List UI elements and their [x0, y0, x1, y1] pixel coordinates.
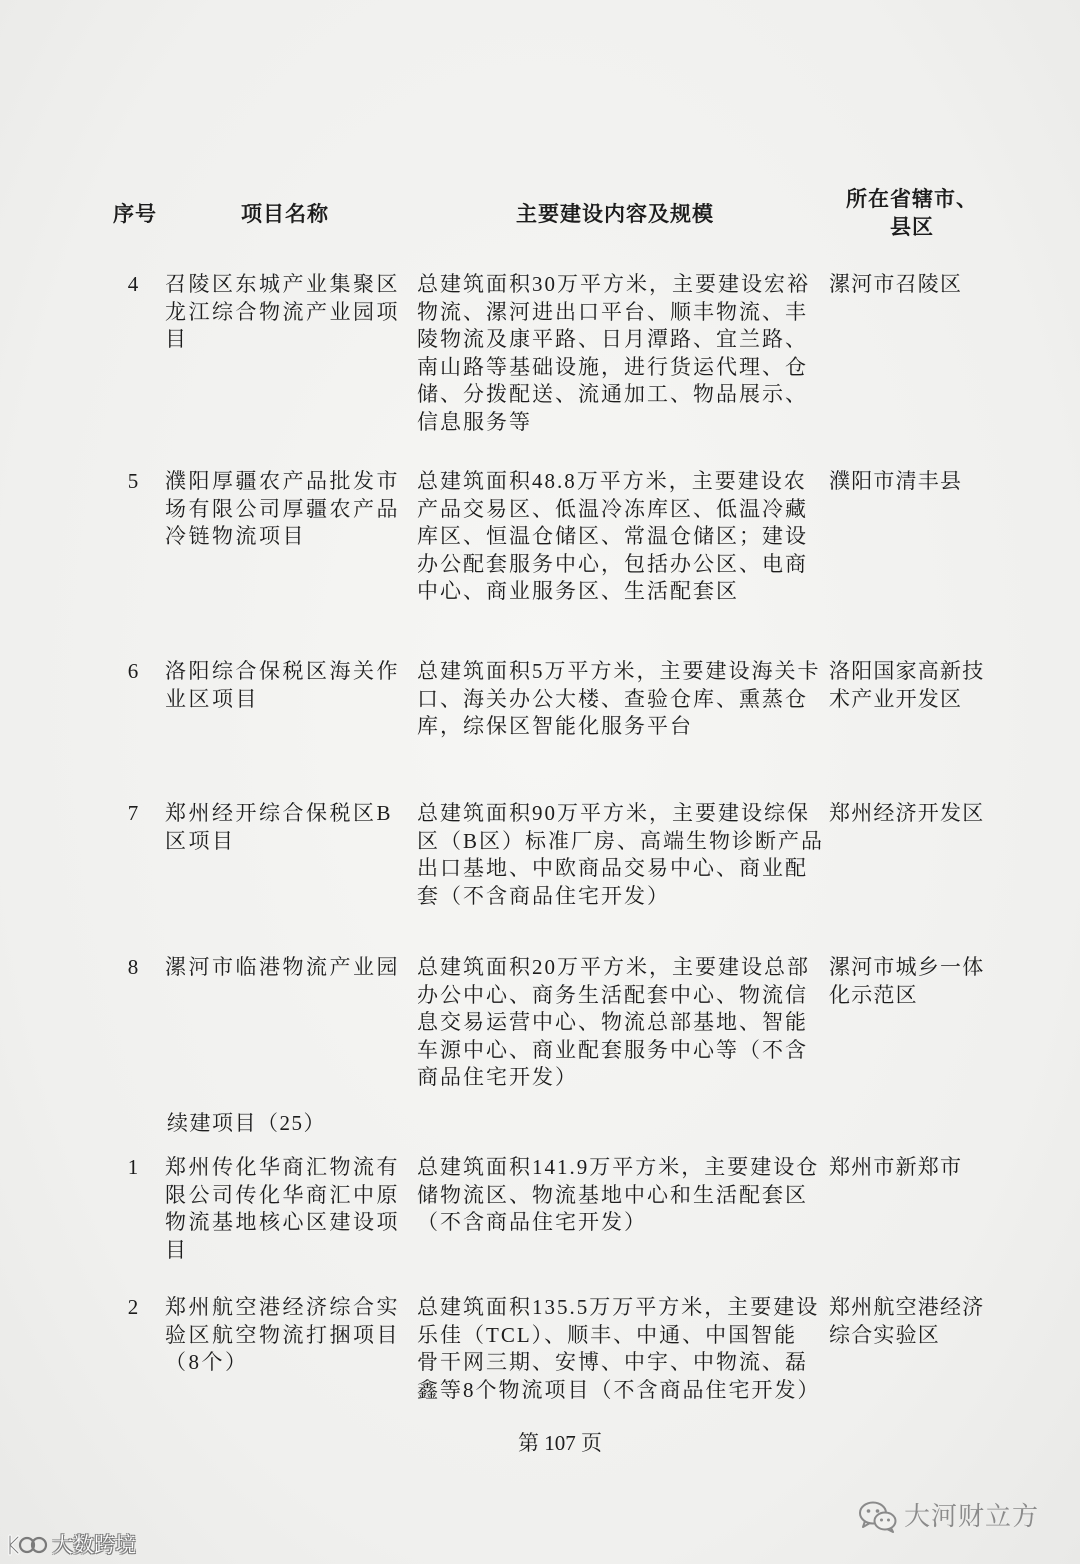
text-line: 库区、恒温仓储区、常温仓储区；建设: [417, 524, 808, 549]
text-line: 区项目: [165, 828, 236, 853]
text-line: 总建筑面积141.9万平方米，主要建设仓: [417, 1155, 820, 1179]
row-number: 8: [127, 955, 139, 979]
project-name: [165, 1294, 410, 1377]
table-row: [0, 1154, 1080, 1262]
text-line: 郑州经济开发区: [829, 801, 985, 825]
row-number: 1: [127, 1155, 139, 1179]
project-name: [165, 271, 410, 354]
watermark-left-text: 大数跨境: [52, 1533, 136, 1557]
text-line: 总建筑面积5万平方米，主要建设海关卡: [417, 659, 821, 683]
text-line: 郑州航空港经济: [829, 1295, 985, 1319]
watermark-right-text: 大河财立方: [904, 1502, 1040, 1532]
text-line: 套（不含商品住宅开发）: [417, 883, 670, 908]
page-number: 第 107 页: [518, 1431, 602, 1455]
text-line: 车源中心、商业配套服务中心等（不含: [417, 1037, 808, 1062]
text-line: 办公配套服务中心，包括办公区、电商: [417, 551, 808, 576]
header-project-name: 项目名称: [241, 203, 329, 226]
table-row: [0, 658, 1080, 739]
text-line: 漯河市临港物流产业园: [165, 955, 400, 979]
construction-content: [417, 954, 822, 1092]
section-label-continued-projects: 续建项目（25）: [167, 1111, 326, 1135]
location: [829, 954, 1004, 1009]
text-line: 产品交易区、低温冷冻库区、低温冷藏: [417, 496, 808, 521]
header-location: [838, 186, 986, 241]
text-line: 物流基地核心区建设项: [165, 1210, 400, 1235]
construction-content: [417, 800, 825, 910]
text-line: 目: [165, 327, 189, 352]
construction-content: [417, 468, 822, 606]
logo-icon: [6, 1532, 48, 1558]
text-line: 储物流区、物流基地中心和生活配套区: [417, 1182, 808, 1207]
location: [829, 271, 1004, 299]
text-line: 洛阳国家高新技: [829, 659, 985, 683]
text-line: 总建筑面积48.8万平方米，主要建设农: [417, 469, 807, 493]
text-line: 储、分拨配送、流通加工、物品展示、: [417, 382, 808, 407]
text-line: 总建筑面积90万平方米，主要建设综保: [417, 801, 810, 825]
text-line: 验区航空物流打捆项目: [165, 1322, 400, 1347]
text-line: 南山路等基础设施，进行货运代理、仓: [417, 354, 808, 379]
text-line: 限公司传化华商汇中原: [165, 1182, 400, 1207]
text-line: （不含商品住宅开发）: [417, 1210, 647, 1235]
watermark-left: [6, 1530, 136, 1560]
text-line: 冷链物流项目: [165, 524, 306, 549]
project-name: [165, 658, 410, 713]
text-line: 化示范区: [829, 982, 918, 1007]
text-line: 洛阳综合保税区海关作: [165, 659, 400, 683]
text-line: 总建筑面积30万平方米，主要建设宏裕: [417, 272, 810, 296]
construction-content: [417, 1154, 822, 1237]
project-name: [165, 954, 410, 982]
text-line: 物流、漯河进出口平台、顺丰物流、丰: [417, 299, 808, 324]
row-number: 2: [127, 1295, 139, 1319]
text-line: 总建筑面积20万平方米，主要建设总部: [417, 955, 810, 979]
text-line: 龙江综合物流产业园项: [165, 299, 400, 324]
header-construction-content: 主要建设内容及规模: [516, 203, 714, 226]
project-name: [165, 1154, 410, 1264]
text-line: 商品住宅开发）: [417, 1065, 578, 1090]
text-line: 郑州航空港经济综合实: [165, 1295, 400, 1319]
text-line: 库，综保区智能化服务平台: [417, 714, 693, 739]
project-name: [165, 468, 410, 551]
text-line: 漯河市召陵区: [829, 272, 963, 296]
construction-content: [417, 1294, 822, 1404]
project-name: [165, 800, 410, 855]
text-line: （8个）: [165, 1350, 249, 1375]
text-line: 出口基地、中欧商品交易中心、商业配: [417, 856, 808, 881]
text-line: 召陵区东城产业集聚区: [165, 272, 400, 296]
text-line: 目: [165, 1237, 189, 1262]
location: [829, 1154, 1004, 1182]
table-row: [0, 954, 1080, 1090]
text-line: 陵物流及康平路、日月潭路、宜兰路、: [417, 327, 808, 352]
location: [829, 1294, 1004, 1349]
text-line: 办公中心、商务生活配套中心、物流信: [417, 982, 808, 1007]
header-number: 序号: [113, 203, 157, 226]
text-line: 濮阳市清丰县: [829, 469, 963, 493]
text-line: 区（B区）标准厂房、高端生物诊断产品: [417, 828, 825, 853]
text-line: 濮阳厚疆农产品批发市: [165, 469, 400, 493]
table-row: [0, 800, 1080, 908]
text-line: 漯河市城乡一体: [829, 955, 985, 979]
text-line: 县区: [890, 215, 934, 239]
location: [829, 658, 1004, 713]
text-line: 骨干网三期、安博、中宇、中物流、磊: [417, 1350, 808, 1375]
text-line: 郑州传化华商汇物流有: [165, 1155, 400, 1179]
text-line: 业区项目: [165, 686, 259, 711]
row-number: 4: [127, 272, 139, 296]
table-row: [0, 271, 1080, 434]
row-number: 7: [127, 801, 139, 825]
text-line: 信息服务等: [417, 409, 532, 434]
construction-content: [417, 271, 822, 437]
table-row: [0, 468, 1080, 604]
text-line: 郑州经开综合保税区B: [165, 801, 394, 825]
table-row: [0, 1294, 1080, 1402]
text-line: 乐佳（TCL）、顺丰、中通、中国智能: [417, 1322, 798, 1347]
text-line: 术产业开发区: [829, 686, 963, 711]
row-number: 6: [127, 659, 139, 683]
text-line: 郑州市新郑市: [829, 1155, 963, 1179]
text-line: 鑫等8个物流项目（不含商品住宅开发）: [417, 1377, 821, 1402]
wechat-icon: [858, 1500, 898, 1534]
text-line: 综合实验区: [829, 1322, 940, 1347]
location: [829, 800, 1004, 828]
text-line: 总建筑面积135.5万万平方米，主要建设: [417, 1295, 820, 1319]
text-line: 所在省辖市、: [846, 188, 978, 211]
text-line: 息交易运营中心、物流总部基地、智能: [417, 1010, 808, 1035]
row-number: 5: [127, 469, 139, 493]
construction-content: [417, 658, 822, 741]
text-line: 中心、商业服务区、生活配套区: [417, 579, 739, 604]
watermark-right: [858, 1499, 1039, 1535]
location: [829, 468, 1004, 496]
text-line: 场有限公司厚疆农产品: [165, 496, 400, 521]
text-line: 口、海关办公大楼、查验仓库、熏蒸仓: [417, 686, 808, 711]
